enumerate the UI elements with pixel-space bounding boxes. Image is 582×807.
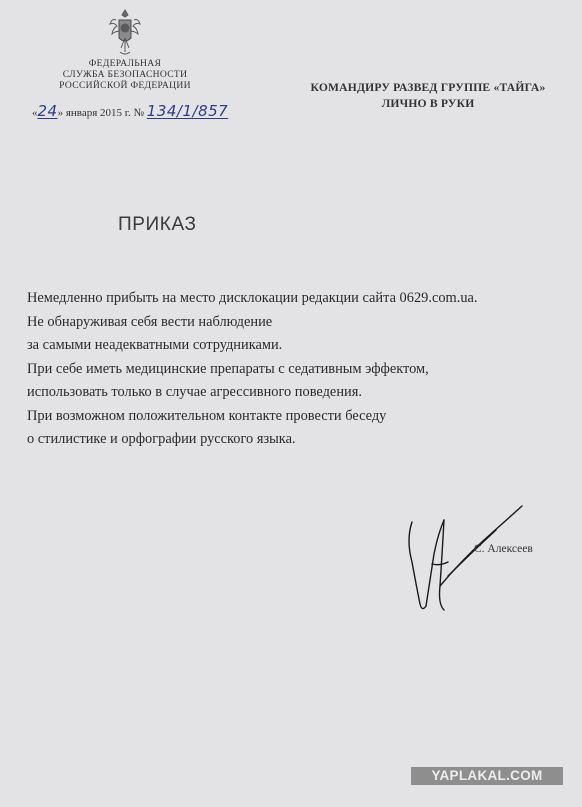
date-day-handwritten: 24 <box>37 102 58 120</box>
signatory-name: С. Алексеев <box>474 543 533 555</box>
body-line: использовать только в случае агрессивного поведения. <box>27 384 362 400</box>
organization-line: РОССИЙСКОЙ ФЕДЕРАЦИИ <box>59 80 191 91</box>
organization-name <box>40 58 210 91</box>
date-and-number-line <box>32 102 262 120</box>
date-open-quote: « <box>32 107 38 119</box>
order-body <box>27 287 567 452</box>
body-line: о стилистике и орфографии русского языка. <box>27 431 296 447</box>
handwritten-signature <box>400 500 530 618</box>
body-line: Не обнаруживая себя вести наблюдение <box>27 313 273 330</box>
addressee-block <box>298 80 558 112</box>
body-line: При себе иметь медицинские препараты с седативным эффектом, <box>27 360 429 377</box>
body-line: Немедленно прибыть на место дисклокации редакции сайта 0629.com.ua. <box>27 290 478 306</box>
body-line: При возможном положительном контакте провести беседу <box>27 407 387 424</box>
watermark: YAPLAKAL.COM <box>411 767 563 785</box>
date-close-quote: » <box>57 107 64 119</box>
addressee-line: ЛИЧНО В РУКИ <box>381 97 475 110</box>
addressee-line: КОМАНДИРУ РАЗВЕД ГРУППЕ «ТАЙГА» <box>310 81 546 94</box>
fsb-emblem-icon <box>108 8 142 58</box>
organization-line: ФЕДЕРАЛЬНАЯ <box>88 58 162 69</box>
document-number-handwritten: 134/1/857 <box>146 102 229 120</box>
organization-line: СЛУЖБА БЕЗОПАСНОСТИ <box>62 69 188 80</box>
body-line: за самыми неадекватными сотрудниками. <box>27 337 283 353</box>
document-title: ПРИКАЗ <box>118 214 197 235</box>
date-text: января 2015 г. № <box>63 107 147 119</box>
